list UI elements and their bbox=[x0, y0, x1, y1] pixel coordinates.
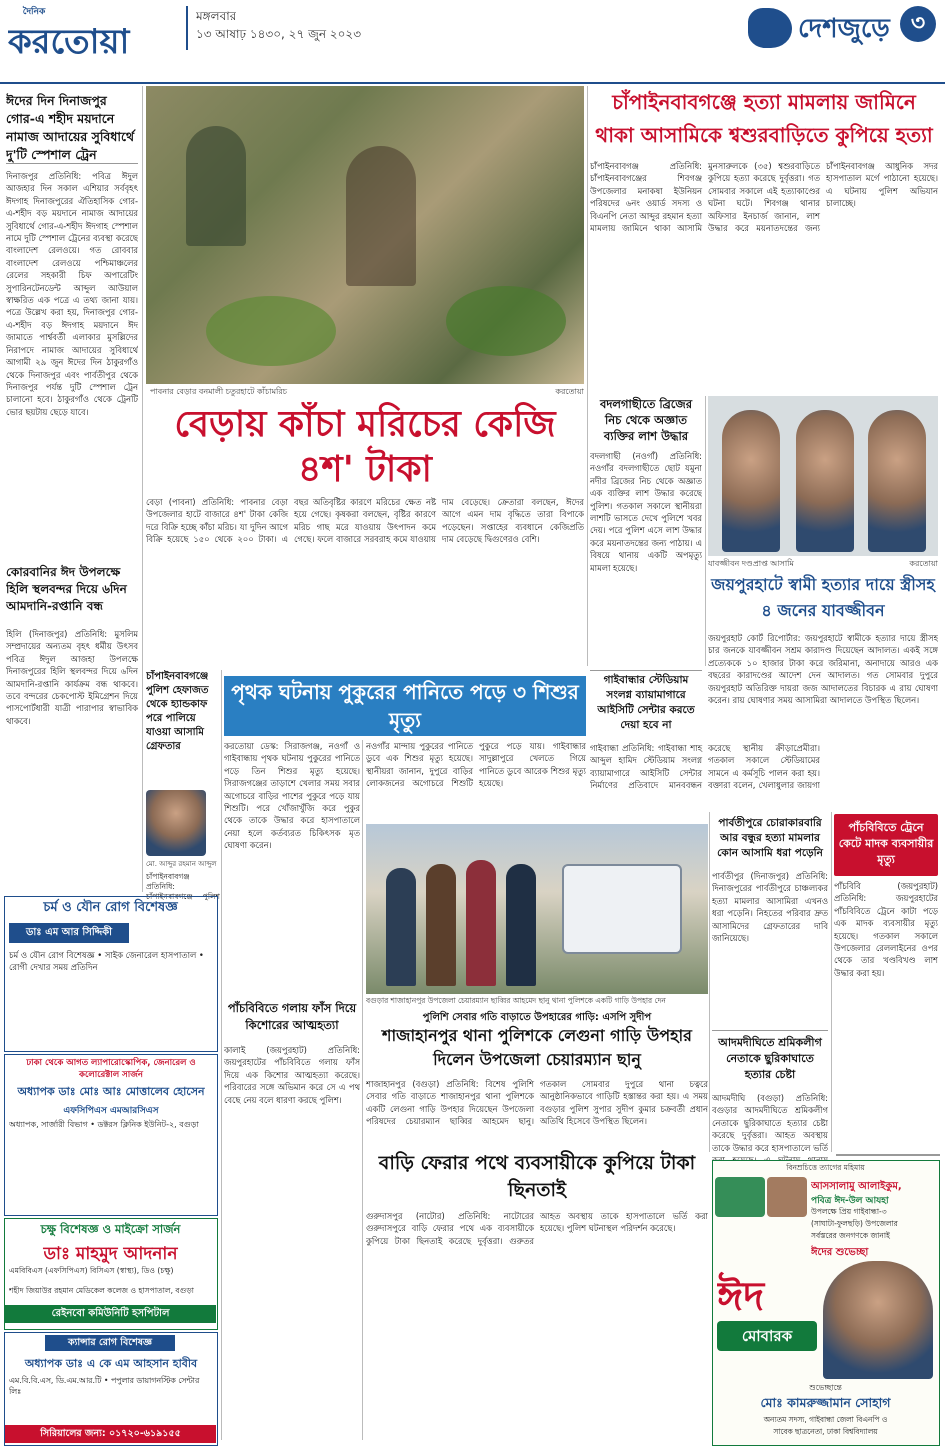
arrested-person-photo bbox=[146, 790, 206, 856]
eid-ad-title-2: সাবেক ছাত্রনেতা, ঢাকা বিশ্ববিদ্যালয় bbox=[773, 1427, 878, 1436]
paper-small-label: দৈনিক bbox=[22, 7, 46, 17]
pond-body-2: নওগাঁর মান্দায় পুকুরের পানিতে ডুবে এক শিশুর মৃত্যু হয়েছে। স্থানীয়রা জানান, দুপুরে বাড়ির লোকজনের অগোচরে শিশুটি পুকুরে পড়ে যায়। গাইবান্ধার সাদুল্লাপুরে খেলতে গিয়ে পানিতে ডুবে আরেক শিশুর মৃত্যু হয়েছে। bbox=[366, 741, 586, 789]
panchbibi-body: পাঁচবিবি (জয়পুরহাট) প্রতিনিধি: জয়পুরহাটের পাঁচবিবিতে ট্রেনে কাটা পড়ে এক মাদক ব্যবসায়ীর মৃত্যু হয়েছে। গতকাল সকালে উপজেলার রেললাইনের ওপর থেকে তার খণ্ডবিখণ্ড লাশ উদ্ধার করা হয়। bbox=[834, 881, 938, 978]
section-title: দেশজুড়ে bbox=[798, 14, 890, 44]
header-separator bbox=[186, 6, 188, 50]
police-car-headline: শাজাহানপুর থানা পুলিশকে লেগুনা গাড়ি উপহার দিলেন উপজেলা চেয়ারম্যান ছানু bbox=[382, 1026, 692, 1069]
eid-ad-top: বিনম্রচিত্তে ত্যাগের মহিমায় bbox=[786, 1163, 865, 1172]
ad-skin-doctor-name: ডাঃ এম আর সিদ্দিকী bbox=[9, 923, 129, 943]
photo-person-shape bbox=[466, 860, 496, 986]
suicide-body: কালাই (জয়পুরহাট) প্রতিনিধি: জয়পুরহাটের পাঁচবিবিতে গলায় ফাঁস দিয়ে এক কিশোর আত্মহত্যা করেছে। পরিবারের সঙ্গে অভিমান করে সে এ পথ বেছে নেয় বলে ধারণা করছে পুলিশ। bbox=[224, 1045, 360, 1105]
joypurhat-headline: জয়পুরহাটে স্বামী হত্যার দায়ে স্ত্রীসহ ৪ জনের যাবজ্জীবন bbox=[711, 575, 935, 620]
pond-body-1: করতোয়া ডেস্ক: সিরাজগঞ্জ, নওগাঁ ও গাইবান্ধায় পৃথক ঘটনায় পুকুরের পানিতে পড়ে তিন শিশুর মৃত্যু হয়েছে। সিরাজগঞ্জের তাড়াশে খেলার সময় সবার অগোচরে বাড়ির পাশের পুকুরে পড়ে যায় শিশুটি। পরে খোঁজাখুঁজি করে পুকুর থেকে তাকে উদ্ধার করে হাসপাতালে নেয়া হলে কর্তব্যরত চিকিৎসক মৃত ঘোষণা করেন। bbox=[224, 741, 360, 851]
eid-ad-from: শুভেচ্ছান্তে bbox=[809, 1383, 842, 1392]
photo-person-shape bbox=[506, 864, 536, 986]
eid-ad-line-2: (সাঘাটা-ফুলছড়ি) উপজেলার bbox=[811, 1219, 898, 1228]
ad-eye-hospital: রেইনবো কমিউনিটি হসপিটাল bbox=[5, 1305, 216, 1323]
column-rule bbox=[705, 396, 706, 666]
robbery-body: গুরুদাসপুর (নাটোর) প্রতিনিধি: নাটোরের গুরুদাসপুরে বাড়ি ফেরার পথে এক ব্যবসায়ীকে কুপিয়ে টাকা ছিনতাই করেছে দুর্বৃত্তরা। গুরুতর আহত অবস্থায় তাকে হাসপাতালে ভর্তি করা হয়েছে। পুলিশ ঘটনাস্থল পরিদর্শন করেছে। bbox=[366, 1211, 708, 1246]
photo-vehicle-shape bbox=[562, 864, 682, 954]
joypurhat-body: জয়পুরহাট কোর্ট রিপোর্টার: জয়পুরহাটে স্বামীকে হত্যার দায়ে স্ত্রীসহ চার জনকে যাবজ্জীবন সশ্রম কারাদণ্ড দিয়েছেন আদালত। একই সঙ্গে প্রত্যেককে ১০ হাজার টাকা করে জরিমানা, অনাদায়ে আরও এক বছরের কারাদণ্ডের আদেশ দেন আদালত। গত সোমবার দুপুরে জয়পুরহাট অতিরিক্ত দায়রা জজ আদালতের বিচারক এ রায় ঘোষণা করেন। রায় ঘোষণার সময় আসামিরা আদালতে উপস্থিত ছিলেন। bbox=[708, 633, 938, 706]
top-story-body: চাঁপাইনবাবগঞ্জ প্রতিনিধি: চাঁপাইনবাবগঞ্জের শিবগঞ্জ উপজেলার মনাকষা ইউনিয়ন পরিষদের ৬নং ওয়ার্ড সদস্য ও বিএনপি নেতা আব্দুর রহমান হত্যা মামলায় জামিনে থাকা আসামি মুনসারুলকে (৩৫) শ্বশুরবাড়িতে কুপিয়ে হত্যা করেছে দুর্বৃত্তরা। গত সোমবার সকালে এই হত্যাকাণ্ডের ঘটনা ঘটে। শিবগঞ্জ থানার অফিসার ইনচার্জ জানান, লাশ উদ্ধার করে ময়নাতদন্তের জন্য চাঁপাইনবাবগঞ্জ আধুনিক সদর হাসপাতাল মর্গে পাঠানো হয়েছে। এ ঘটনায় পুলিশ অভিযান চালাচ্ছে। bbox=[590, 161, 938, 234]
column-rule bbox=[362, 740, 363, 1440]
bangladesh-map-icon bbox=[748, 8, 792, 48]
police-car-photo bbox=[366, 824, 708, 994]
police-car-caption: বগুড়ার শাজাহানপুর উপজেলা চেয়ারম্যান ছাব্বির আহমেদ ছানু থানা পুলিশকে একটি গাড়ি উপহার দেন bbox=[366, 996, 666, 1005]
eid-ad-greeting-2: পবিত্র ঈদ-উল আযহা bbox=[811, 1196, 889, 1206]
column-rule bbox=[142, 86, 143, 892]
photo-person-shape bbox=[386, 868, 416, 986]
photo-person-shape bbox=[796, 410, 854, 552]
divider bbox=[836, 1154, 940, 1156]
top-story-headline: চাঁপাইনবাবগঞ্জে হত্যা মামলায় জামিনে থাকা আসামিকে শ্বশুরবাড়িতে কুপিয়ে হত্যা bbox=[595, 90, 933, 147]
column-rule bbox=[221, 670, 222, 1440]
ad-skin-info: চর্ম ও যৌন রোগ বিশেষজ্ঞ • সাইক জেনারেল হাসপাতাল • রোগী দেখার সময় প্রতিদিন bbox=[9, 950, 204, 972]
column-rule bbox=[709, 812, 710, 1152]
gaibandha-headline: গাইবান্ধার স্টেডিয়াম সংলগ্ন ব্যায়ামাগারে আইসিটি সেন্টার করতে দেয়া হবে না bbox=[590, 670, 702, 740]
photo-figure-shape bbox=[346, 146, 416, 286]
ad-cancer-doctor-name: অধ্যাপক ডাঃ এ কে এম আহসান হাবীব bbox=[24, 1357, 198, 1370]
ad-eye-doctor bbox=[4, 1218, 218, 1330]
photo-person-shape bbox=[426, 864, 456, 986]
ad-eye-degree: এমবিবিএস (এফসিপিএস) বিসিএস (স্বাস্থ্য), ডিও (চক্ষু) bbox=[9, 1266, 174, 1275]
police-car-kicker: পুলিশি সেবার গতি বাড়াতে উপহারের গাড়ি: এসপি সুদীপ bbox=[422, 1012, 652, 1023]
eid-ad-mubarak: মোবারক bbox=[717, 1321, 817, 1351]
ad-cancer-title: ক্যান্সার রোগ বিশেষজ্ঞ bbox=[45, 1335, 175, 1351]
parbatipur-headline: পার্বতীপুরে চোরাকারবারি আর বন্ধুর হত্যা মামলার কোন আসামি ধরা পড়েনি bbox=[717, 817, 823, 859]
parbatipur-body: পার্বতীপুর (দিনাজপুর) প্রতিনিধি: দিনাজপুরের পার্বতীপুরে চাঞ্চল্যকর হত্যা মামলার আসামিরা এখনও ধরা পড়েনি। নিহতের পরিবার দ্রুত আসামিদের গ্রেফতারের দাবি জানিয়েছে। bbox=[712, 871, 828, 944]
joypurhat-photo-caption: যাবজ্জীবন দণ্ডপ্রাপ্ত আসামি bbox=[708, 559, 794, 568]
politician-portrait bbox=[823, 1261, 933, 1379]
eid-ad-line-3: সর্বস্তরের জনগণকে জানাই bbox=[811, 1231, 890, 1240]
bodolgachhi-body: বদলগাছী (নওগাঁ) প্রতিনিধি: নওগাঁর বদলগাছীতে ছোট যমুনা নদীর ব্রিজের নিচ থেকে অজ্ঞাত এক ব্যক্তির লাশ উদ্ধার করেছে পুলিশ। গতকাল সকালে স্থানীয়রা লাশটি ভাসতে দেখে পুলিশে খবর দেয়। পরে পুলিশ এসে লাশ উদ্ধার করে ময়নাতদন্তের জন্য পাঠায়। এ বিষয়ে থানায় একটি অপমৃত্যু মামলা হয়েছে। bbox=[590, 451, 702, 573]
main-photo-chili-market bbox=[146, 86, 584, 384]
eid-ad-name: মোঃ কামরুজ্জামান সোহাগ bbox=[760, 1395, 891, 1410]
arrested-person-caption: মো. আব্দুর রহমান আব্দুল bbox=[146, 860, 217, 868]
suicide-headline: পাঁচবিবিতে গলায় ফাঁস দিয়ে কিশোরের আত্মহত্যা bbox=[227, 1001, 357, 1032]
eid-greeting-ad bbox=[712, 1160, 940, 1446]
ad-skin-title: চর্ম ও যৌন রোগ বিশেষজ্ঞ bbox=[43, 900, 178, 915]
joypurhat-photo bbox=[708, 396, 938, 556]
column-rule bbox=[831, 812, 832, 1152]
masthead bbox=[0, 0, 945, 84]
paper-logo: করতোয়া bbox=[8, 22, 130, 62]
photo-figure-shape bbox=[186, 126, 246, 246]
bodolgachhi-headline: বদলগাছীতে ব্রিজের নিচ থেকে অজ্ঞাত ব্যক্তির লাশ উদ্ধার bbox=[599, 397, 693, 443]
ad-surgeon-title: ঢাকা থেকে আগত ল্যাপারোস্কোপিক, জেনারেল ও কলোরেক্টাল সার্জন bbox=[26, 1058, 196, 1080]
chapai-arrest-body: চাঁপাইনবাবগঞ্জ প্রতিনিধি: চাঁপাইনবাবগঞ্জে পুলিশ bbox=[146, 872, 220, 901]
ad-surgeon-degree: এফসিপিএস এমআরসিএস bbox=[63, 1106, 159, 1116]
ad-cancer-doctor bbox=[4, 1332, 218, 1446]
eid-ad-eid-word: ঈদ bbox=[717, 1274, 765, 1320]
chili-headline: বেড়ায় কাঁচা মরিচের কেজি ৪শ' টাকা bbox=[174, 404, 556, 490]
robbery-headline: বাড়ি ফেরার পথে ব্যবসায়ীকে কুপিয়ে টাকা ছিনতাই bbox=[378, 1152, 696, 1201]
issue-day: মঙ্গলবার bbox=[196, 9, 237, 23]
ad-surgeon-doctor-name: অধ্যাপক ডাঃ মোঃ আঃ মোত্তালেব হোসেন bbox=[17, 1085, 205, 1098]
adamdighi-body: আদমদীঘি (বগুড়া) প্রতিনিধি: বগুড়ার আদমদীঘিতে শ্রমিকলীগ নেতাকে ছুরিকাঘাতে হত্যার চেষ্টা করেছে দুর্বৃত্তরা। আহত অবস্থায় তাকে উদ্ধার করে হাসপাতালে ভর্তি bbox=[712, 1093, 828, 1153]
ad-surgeon bbox=[4, 1054, 218, 1216]
eid-ad-greeting-1: আসসালামু আলাইকুম, bbox=[811, 1181, 902, 1192]
photo-chili-pile bbox=[206, 296, 336, 366]
main-photo-credit: করতোয়া bbox=[555, 387, 584, 396]
adamdighi-headline: আদমদীঘিতে শ্রমিকলীগ নেতাকে ছুরিকাঘাতে হত্যার চেষ্টা bbox=[712, 1030, 828, 1090]
eid-ad-shubheccha: ঈদের শুভেচ্ছা bbox=[811, 1247, 869, 1258]
issue-date: ১৩ আষাঢ় ১৪৩০, ২৭ জুন ২০২৩ bbox=[196, 27, 361, 41]
party-leader-photo bbox=[767, 1177, 807, 1217]
eid-ad-line-1: উপলক্ষে প্রিয় গাইবান্ধা-৩ bbox=[811, 1207, 887, 1216]
chapai-arrest-headline: চাঁপাইনবাবগঞ্জে পুলিশ হেফাজত থেকে হ্যান্ডকাফ পরে পালিয়ে যাওয়া আসামি গ্রেফতার bbox=[146, 671, 209, 752]
left-body-2: হিলি (দিনাজপুর) প্রতিনিধি: মুসলিম সম্প্রদায়ের অন্যতম বৃহৎ ধর্মীয় উৎসব পবিত্র ঈদুল আজহা উপলক্ষে দিনাজপুরের হিলি স্থলবন্দর দিয়ে ৬দিন আমদানি-রপ্তানি কার্যক্রম বন্ধ থাকবে। তবে বন্দরের চেকপোস্ট ইমিগ্রেশন দিয়ে পাসপোর্টধারী যাত্রী পারাপার স্বাভাবিক থাকবে। bbox=[6, 629, 138, 726]
ad-cancer-phone: সিরিয়ালের জন্য: ০১৭২০-৬১৯১৫৫ bbox=[5, 1425, 216, 1443]
left-body: দিনাজপুর প্রতিনিধি: পবিত্র ঈদুল আজহার দিন সকাল এশিয়ার সর্ববৃহৎ ঈদগাহ দিনাজপুরের ঐতিহাসিক গোর-এ-শহীদ বড় ময়দানে নামাজ আদায়ের সুবিধার্থে গোর-এ-শহীদ ঈদগাহ স্পেশাল নামে দুটি স্পেশাল ট্রেনের ব্যবস্থা করেছে বাংলাদেশ রেলওয়ে। গত রোববার বাংলাদেশ রেলওয়ে পশ্চিমাঞ্চলের রেলের সহকারী চিফ অপারেটিং সুপারিনটেনডেন্ট আব্দুল আউয়াল স্বাক্ষরিত এক পত্রে এ তথ্য জানা যায়। পত্রে উল্লেখ করা হয়, দিনাজপুর গোর-এ-শহীদ বড় ঈদগাহ ময়দানে ঈদ জামাতে পার্শ্ববর্তী এলাকার মুসল্লিদের নিরাপদে নামাজ আদায়ের সুবিধার্থে আগামী ২৯ জুন ঈদের দিন ঠাকুরগাঁও থেকে দিনাজপুর এবং পার্বতীপুর থেকে দিনাজপুর পর্যন্ত দুটি স্পেশাল ট্রেন চালানো হবে। ঠাকুরগাঁও থেকে ট্রেনটি ভোর ছয়টায় ছেড়ে যাবে। bbox=[6, 171, 138, 417]
ad-skin-doctor bbox=[4, 896, 218, 1052]
ad-eye-doctor-name: ডাঃ মাহমুদ আদনান bbox=[43, 1244, 178, 1264]
ad-eye-info: শহীদ জিয়াউর রহমান মেডিকেল কলেজ ও হাসপাতাল, বগুড়া bbox=[9, 1286, 195, 1295]
chili-body: বেড়া (পাবনা) প্রতিনিধি: পাবনার বেড়া উপজেলার হাটে বাজারে ৪শ' টাকা কেজি দরে বিক্রি হচ্ছে কাঁচা মরিচ। যা দুদিন আগে বিক্রি হয়েছে ১৫০ থেকে ২০০ টাকা। এ বছর অতিবৃষ্টির কারণে মরিচের ক্ষেত নষ্ট হয়ে গেছে। কৃষকরা বলছেন, বৃষ্টির কারণে মরিচ গাছ মরে যাওয়ায় উৎপাদন কমে গেছে। ফলে বাজারে সরবরাহ কমে যাওয়ায় দাম বেড়েছে। ক্রেতারা বলছেন, ঈদের আগে এমন দাম বৃদ্ধিতে তারা বিপাকে পড়েছেন। সপ্তাহের ব্যবধানে কেজিপ্রতি দাম বেড়েছে দ্বিগুণেরও বেশি। bbox=[146, 497, 584, 545]
photo-chili-pile bbox=[446, 286, 566, 356]
joypurhat-photo-credit: করতোয়া bbox=[909, 559, 938, 568]
main-photo-caption: পাবনার বেড়ার বনমালী চতুরহাটে কাঁচামরিচ bbox=[150, 387, 288, 396]
ad-surgeon-info: অধ্যাপক, সার্জারী বিভাগ • ডক্টরস ক্লিনিক ইউনিট-২, বগুড়া bbox=[9, 1120, 199, 1129]
left-headline: ঈদের দিন দিনাজপুর গোর-এ শহীদ ময়দানে নামাজ আদায়ের সুবিধার্থে দু'টি স্পেশাল ট্রেন bbox=[6, 92, 138, 164]
left-headline-2: কোরবানির ঈদ উপলক্ষে হিলি স্থলবন্দর দিয়ে ৬দিন আমদানি-রপ্তানি বন্ধ bbox=[6, 565, 127, 613]
eid-ad-title-1: অন্যতম সদস্য, গাইবান্ধা জেলা বিএনপি ও bbox=[763, 1415, 888, 1424]
photo-person-shape bbox=[722, 410, 780, 552]
panchbibi-headline: পাঁচবিবিতে ট্রেনে কেটে মাদক ব্যবসায়ীর মৃত্যু bbox=[834, 814, 938, 876]
ad-eye-title: চক্ষু বিশেষজ্ঞ ও মাইক্রো সার্জন bbox=[40, 1222, 181, 1236]
police-car-body: শাজাহানপুর (বগুড়া) প্রতিনিধি: বিশেষ পুলিশি সেবার গতি বাড়াতে শাজাহানপুর থানা পুলিশকে একটি লেগুনা গাড়ি উপহার দিয়েছেন উপজেলা পরিষদের চেয়ারম্যান ছাব্বির আহমেদ ছানু। গতকাল সোমবার দুপুরে থানা চত্বরে আনুষ্ঠানিকভাবে গাড়িটি হস্তান্তর করা হয়। এ সময় বগুড়ার পুলিশ সুপার সুদীপ কুমার চক্রবর্তী প্রধান অতিথি হিসেবে উপস্থিত ছিলেন। bbox=[366, 1079, 708, 1127]
pond-headline-banner: পৃথক ঘটনায় পুকুরের পানিতে পড়ে ৩ শিশুর মৃত্যু bbox=[224, 676, 586, 736]
column-rule bbox=[587, 86, 588, 666]
page-number: ৩ bbox=[900, 6, 936, 42]
party-leader-photo bbox=[715, 1177, 765, 1217]
gaibandha-body: গাইবান্ধা প্রতিনিধি: গাইবান্ধা শাহ আব্দুল হামিদ স্টেডিয়াম সংলগ্ন ব্যায়ামাগারে আইসিটি সেন্টার নির্মাণের প্রতিবাদে মানববন্ধন করেছে স্থানীয় ক্রীড়াপ্রেমীরা। গতকাল সকালে স্টেডিয়ামের সামনে এ কর্মসূচি পালন করা হয়। বক্তারা বলেন, খেলাধুলার জায়গা bbox=[590, 743, 820, 791]
photo-person-shape bbox=[868, 410, 926, 552]
ad-cancer-info: এম.বি.বি.এস, ডি.এম.আর.টি • পপুলার ডায়াগনস্টিক সেন্টার লিঃ bbox=[9, 1376, 200, 1396]
